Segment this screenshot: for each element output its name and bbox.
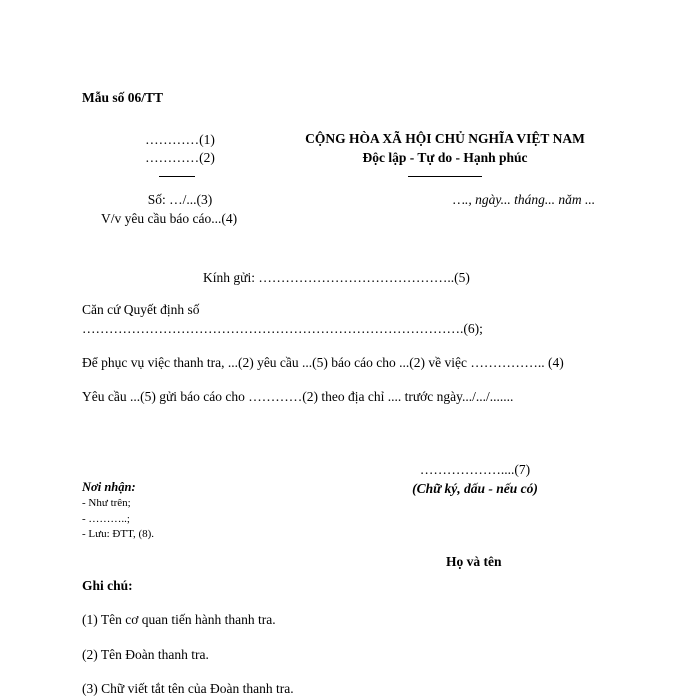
recipient-item: - ………..; xyxy=(82,513,130,525)
recipient-item: - Như trên; xyxy=(82,497,131,509)
signer-name: Họ và tên xyxy=(446,554,502,569)
recipient-line: Kính gửi: ……………………………………..(5) xyxy=(203,270,470,285)
agency-line-2: …………(2) xyxy=(145,150,215,165)
form-code: Mẫu số 06/TT xyxy=(82,90,164,105)
signature-note: (Chữ ký, dấu - nếu có) xyxy=(412,481,538,496)
recipients-title: Nơi nhận: xyxy=(82,480,136,494)
left-header-divider xyxy=(159,176,195,177)
signer-title: ………………....(7) xyxy=(419,462,531,477)
note-item: (1) Tên cơ quan tiến hành thanh tra. xyxy=(82,612,276,627)
basis-label: Căn cứ Quyết định số xyxy=(82,302,200,317)
national-motto: Độc lập - Tự do - Hạnh phúc xyxy=(362,150,528,165)
agency-line-1: …………(1) xyxy=(145,132,215,147)
country-name: CỘNG HÒA XÃ HỘI CHỦ NGHĨA VIỆT NAM xyxy=(305,131,585,146)
note-item: (3) Chữ viết tắt tên của Đoàn thanh tra. xyxy=(82,681,294,696)
notes-title: Ghi chú: xyxy=(82,578,133,593)
document-subject: V/v yêu cầu báo cáo...(4) xyxy=(101,211,238,226)
basis-dots: ………………………………………………………………………….(6); xyxy=(82,321,483,336)
date-line: …., ngày... tháng... năm ... xyxy=(453,192,596,207)
recipient-item: - Lưu: ĐTT, (8). xyxy=(82,528,155,540)
body-paragraph-2: Yêu cầu ...(5) gửi báo cáo cho …………(2) theo địa chỉ .... trước ngày.../.../....... xyxy=(82,389,514,404)
body-paragraph-1: Để phục vụ việc thanh tra, ...(2) yêu cầu ...(5) báo cáo cho ...(2) về việc …………….. (4) xyxy=(82,355,564,370)
right-header-divider xyxy=(408,176,482,177)
note-item: (2) Tên Đoàn thanh tra. xyxy=(82,647,209,662)
document-number: Số: …/...(3) xyxy=(147,192,213,207)
